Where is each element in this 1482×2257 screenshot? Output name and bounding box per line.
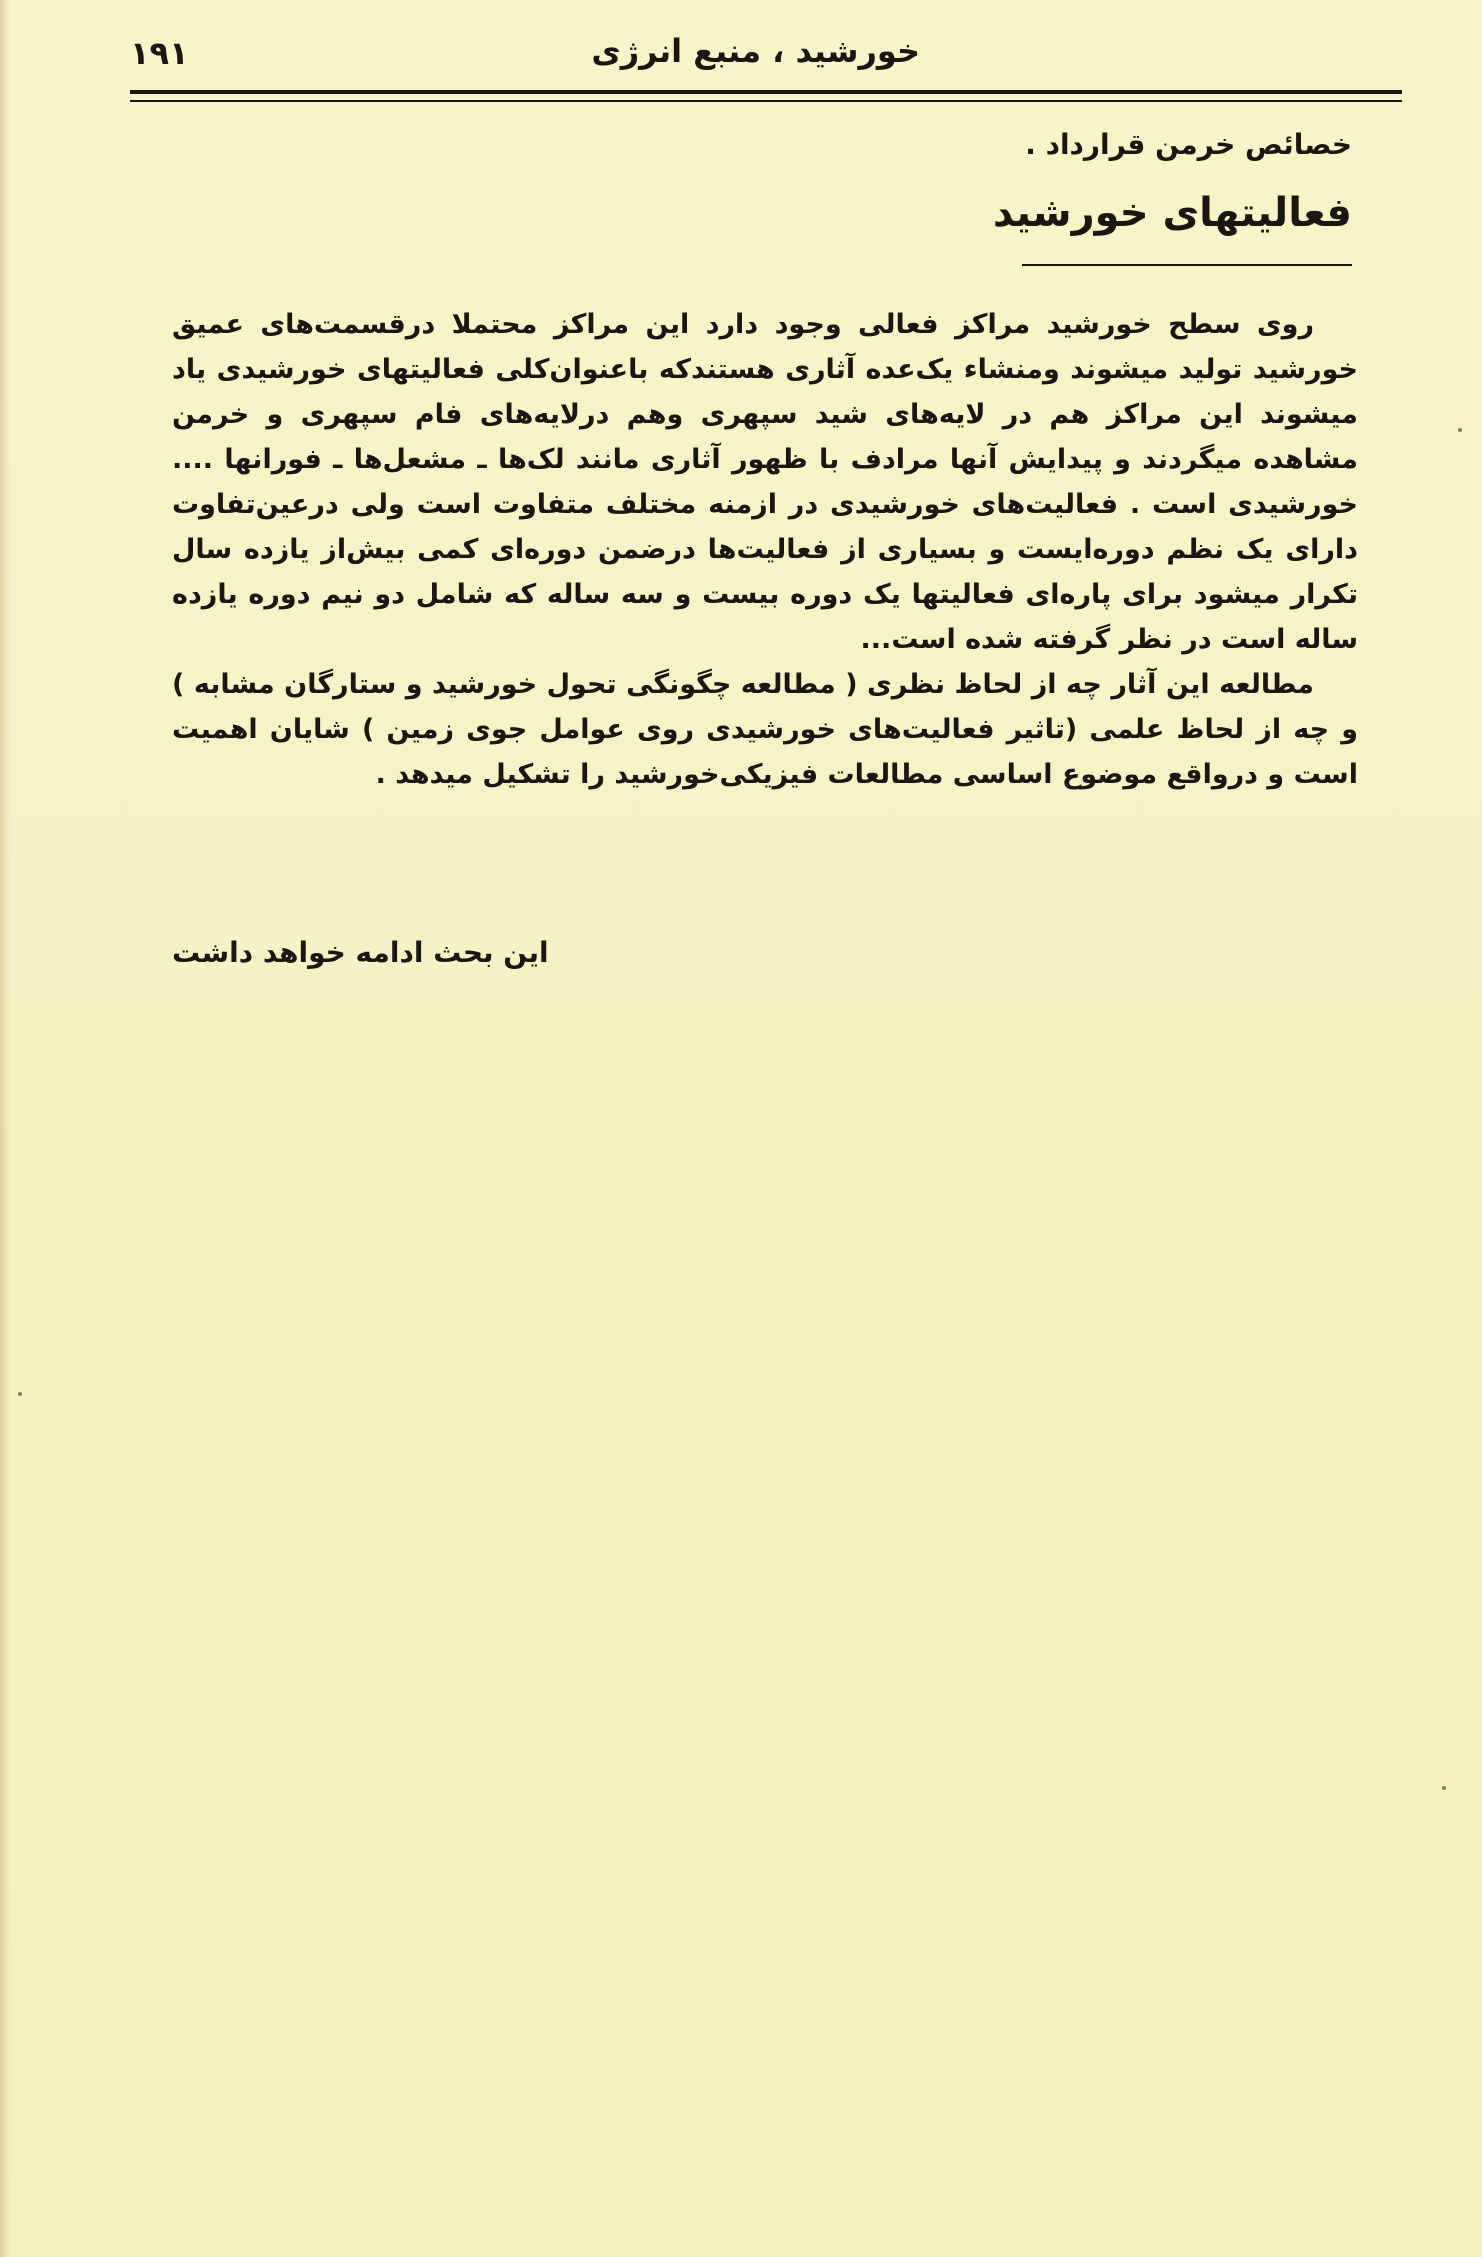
continuation-note: این بحث ادامه خواهد داشت: [172, 936, 549, 969]
heading-underline: [1022, 264, 1352, 266]
header-rule-thin: [130, 100, 1402, 102]
running-header: [130, 28, 1400, 88]
page-edge-shadow: [0, 0, 10, 2257]
paragraph: روی سطح خورشید مراکز فعالی وجود دارد این مراکز محتملا درقسمت‌های عمیق خورشید تولید میشوند ومنشاء یک‌عده آثاری هستندکه باعنوان‌کلی فعالیتهای خورشیدی یاد میشوند این مراکز هم در لایه‌های شید سپهری وهم درلایه‌های فام سپهری و خرمن مشاهده میگردند و پیدایش آنها مرادف با ظهور آثاری مانند لک‌ها ـ مشعل‌ها ـ فورانها .... خورشیدی است . فعالیت‌های خورشیدی در ازمنه مختلف متفاوت است ولی درعین‌تفاوت دارای یک نظم دوره‌ایست و بسیاری از فعالیت‌ها درضمن دوره‌ای کمی بیش‌از یازده سال تکرار میشود برای پاره‌ای فعالیتها یک دوره بیست و سه ساله که شامل دو نیم دوره یازده ساله است در نظر گرفته شده است...: [172, 309, 1358, 655]
header-rule-thick: [130, 90, 1402, 94]
paper-speck: [18, 1392, 22, 1396]
section-heading: فعالیتهای خورشید: [992, 190, 1352, 236]
paper-speck: [1458, 428, 1462, 432]
paragraph: مطالعه این آثار چه از لحاظ نظری ( مطالعه چگونگی تحول خورشید و ستارگان مشابه ) و چه از لحاظ علمی (تاثیر فعالیت‌های خورشیدی روی عوامل جوی زمین ) شایان اهمیت است و درواقع موضوع اساسی مطالعات فیزیکی‌خورشید را تشکیل میدهد .: [172, 669, 1358, 790]
running-title: خورشید ، منبع انرژی: [591, 32, 920, 70]
section-body: [172, 302, 1358, 797]
paper-speck: [1442, 1786, 1446, 1790]
previous-section-end-line: خصائص خرمن قرارداد .: [1025, 128, 1352, 161]
page-number: ۱۹۱: [130, 34, 189, 72]
